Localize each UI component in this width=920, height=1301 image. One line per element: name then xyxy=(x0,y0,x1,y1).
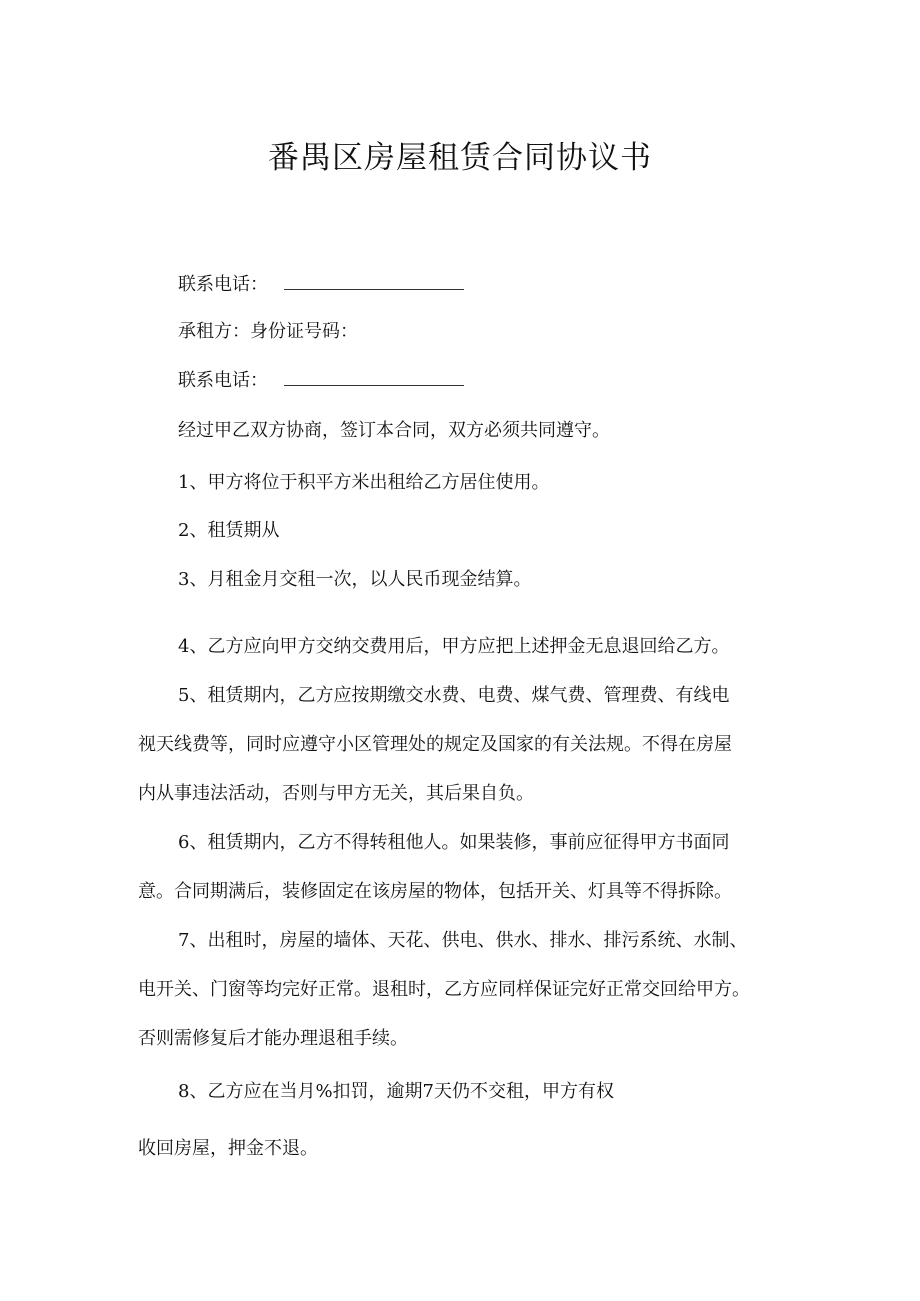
clause-6-line-2: 意。合同期满后，装修固定在该房屋的物体，包括开关、灯具等不得拆除。 xyxy=(138,881,732,902)
clause-8-line-1: 8、乙方应在当月%扣罚，逾期7天仍不交租，甲方有权 xyxy=(178,1081,615,1102)
clause-7-line-3: 否则需修复后才能办理退租手续。 xyxy=(138,1028,408,1049)
tenant-phone-line xyxy=(178,368,464,394)
tenant-id-line: 承租方：身份证号码： xyxy=(178,321,358,342)
lessor-phone-label: 联系电话： xyxy=(178,274,268,295)
clause-6-line-1: 6、租赁期内，乙方不得转租他人。如果装修，事前应征得甲方书面同 xyxy=(178,832,730,853)
tenant-phone-label: 联系电话： xyxy=(178,370,268,391)
clause-3: 3、月租金月交租一次，以人民币现金结算。 xyxy=(178,569,532,590)
clause-5-line-2: 视天线费等，同时应遵守小区管理处的规定及国家的有关法规。不得在房屋 xyxy=(138,734,732,755)
lessor-phone-blank xyxy=(284,275,464,290)
lessor-phone-line xyxy=(178,272,464,298)
clause-4: 4、乙方应向甲方交纳交费用后，甲方应把上述押金无息退回给乙方。 xyxy=(178,636,730,657)
clause-5-line-1: 5、租赁期内，乙方应按期缴交水费、电费、煤气费、管理费、有线电 xyxy=(178,685,730,706)
clause-2: 2、租赁期从 xyxy=(178,520,280,541)
preamble-paragraph: 经过甲乙双方协商，签订本合同，双方必须共同遵守。 xyxy=(178,420,610,441)
clause-5-line-3: 内从事违法活动，否则与甲方无关，其后果自负。 xyxy=(138,783,534,804)
clause-1: 1、甲方将位于积平方米出租给乙方居住使用。 xyxy=(178,472,550,493)
clause-7-line-2: 电开关、门窗等均完好正常。退租时，乙方应同样保证完好正常交回给甲方。 xyxy=(138,979,750,1000)
clause-7-line-1: 7、出租时，房屋的墙体、天花、供电、供水、排水、排污系统、水制、 xyxy=(178,930,748,951)
document-title: 番禺区房屋租赁合同协议书 xyxy=(268,140,652,176)
tenant-phone-blank xyxy=(284,371,464,386)
clause-8-line-2: 收回房屋，押金不退。 xyxy=(138,1138,318,1159)
